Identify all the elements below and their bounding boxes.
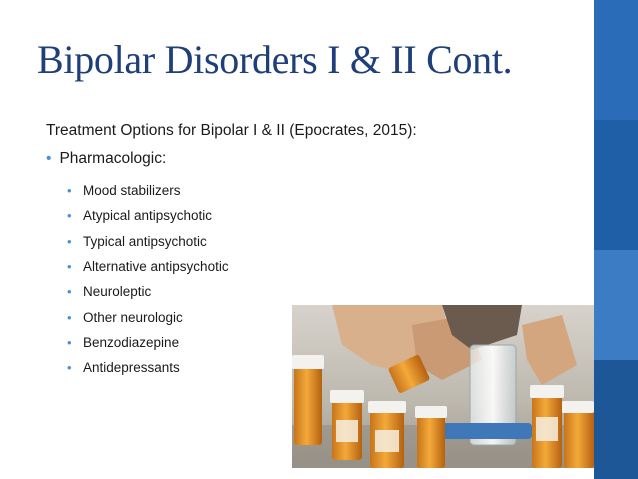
pharmacologic-label: Pharmacologic: — [59, 150, 167, 167]
list-item — [67, 229, 229, 254]
list-item-label: Atypical antipsychotic — [83, 208, 213, 224]
accent-side-bar — [594, 0, 638, 479]
bullet-marker: • — [67, 284, 72, 300]
bullet-marker: • — [67, 360, 72, 376]
bullet-marker: • — [46, 150, 52, 167]
side-bar-segment — [594, 0, 638, 120]
bullet-marker: • — [67, 334, 72, 350]
list-item-label: Alternative antipsychotic — [83, 259, 229, 275]
side-bar-segment — [594, 120, 638, 250]
list-item-label: Mood stabilizers — [83, 183, 181, 199]
list-item-label: Other neurologic — [83, 309, 183, 325]
list-item — [67, 304, 229, 329]
bullet-marker: • — [67, 208, 72, 224]
list-item — [67, 279, 229, 304]
pharmacologic-bullet — [46, 150, 166, 168]
side-bar-segment — [594, 250, 638, 360]
list-item — [67, 254, 229, 279]
bullet-marker: • — [67, 233, 72, 249]
side-bar-segment — [594, 360, 638, 479]
bullet-marker: • — [67, 259, 72, 275]
bullet-marker: • — [67, 309, 72, 325]
drug-class-list — [67, 178, 229, 380]
list-item-label: Typical antipsychotic — [83, 233, 207, 249]
list-item-label: Neuroleptic — [83, 284, 152, 300]
list-item — [67, 355, 229, 380]
slide-title: Bipolar Disorders I & II Cont. — [37, 37, 513, 82]
list-item — [67, 330, 229, 355]
bullet-marker: • — [67, 183, 72, 199]
list-item-label: Benzodiazepine — [83, 334, 180, 350]
list-item — [67, 178, 229, 203]
list-item-label: Antidepressants — [83, 360, 180, 376]
photo-illustration — [292, 305, 594, 468]
slide-subtitle: Treatment Options for Bipolar I & II (Epocrates, 2015): — [46, 122, 417, 139]
list-item — [67, 203, 229, 228]
pill-bottles-photo — [292, 305, 594, 468]
